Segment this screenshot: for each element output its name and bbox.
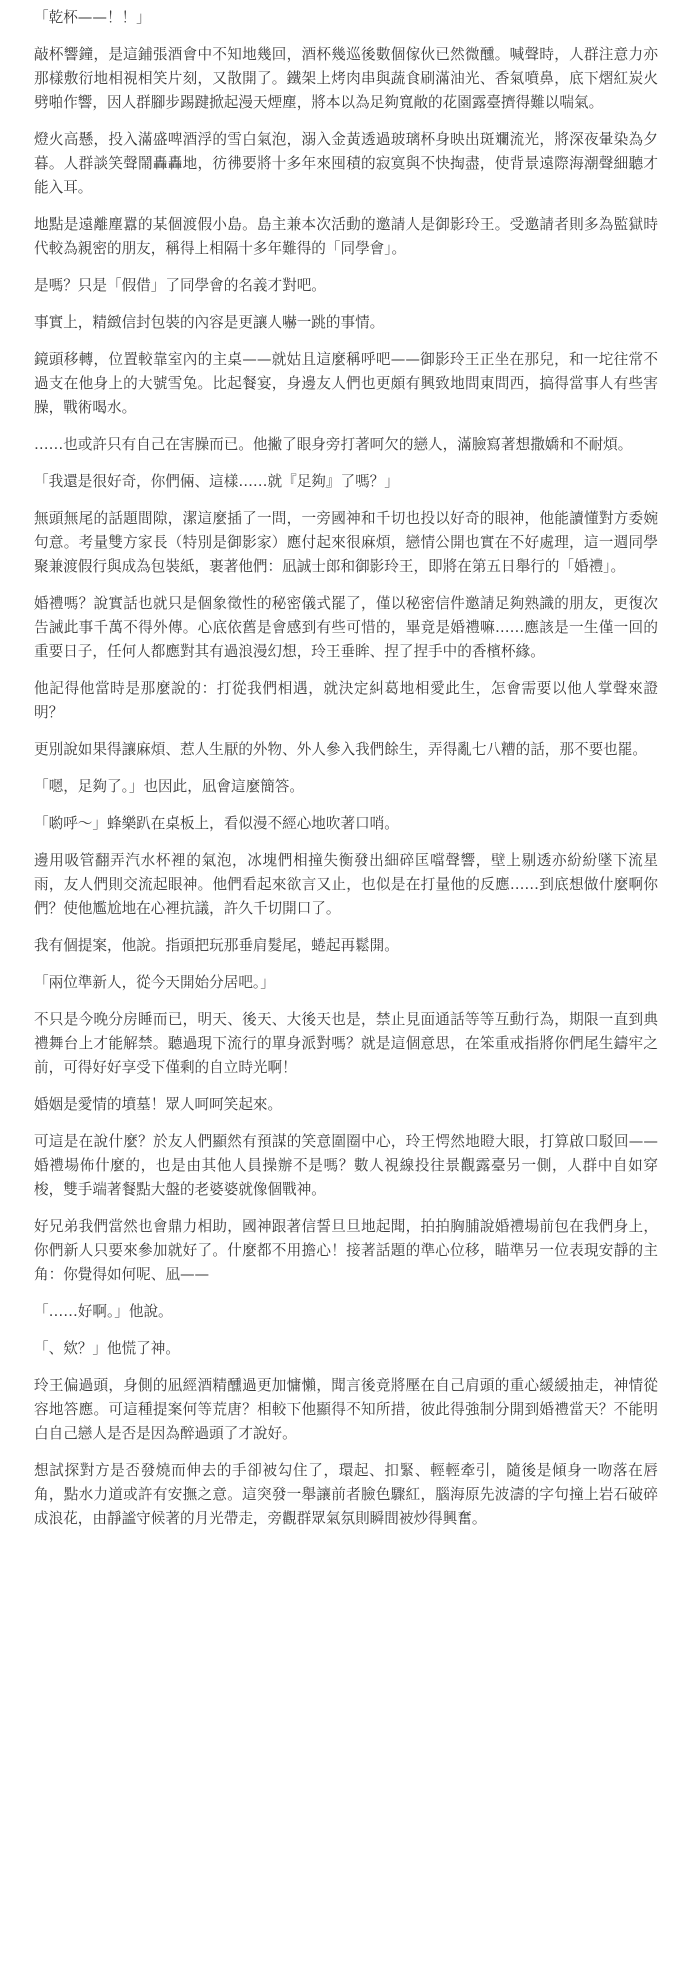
paragraph: 婚禮嗎？說實話也就只是個象徵性的秘密儀式罷了，僅以秘密信件邀請足夠熟識的朋友，更復次告誡此事千萬不得外傳。心底依舊是會感到有些可惜的，畢竟是婚禮嘛……應該是一生僅一回的重要日子，任何人都應對其有過浪漫幻想，玲王垂眸、捏了捏手中的香檳杯緣。 [34, 595, 658, 660]
paragraph: 「……好啊。」他說。 [34, 1303, 173, 1320]
paragraph: 「、欸？」他慌了神。 [34, 1340, 180, 1357]
paragraph: 是嗎？只是「假借」了同學會的名義才對吧。 [34, 277, 326, 294]
paragraph: 婚姻是愛情的墳墓！眾人呵呵笑起來。 [34, 1096, 283, 1113]
paragraph: 可這是在說什麼？於友人們顯然有預謀的笑意圍圈中心，玲王愕然地瞪大眼，打算啟口駁回——婚禮場佈什麼的，也是由其他人員操辦不是嗎？數人視線投往景觀露臺另一側，人群中自如穿梭，雙手端著餐點大盤的老婆婆就像個戰神。 [34, 1133, 658, 1198]
paragraph: 他記得他當時是那麼說的：打從我們相遇，就決定糾葛地相愛此生，怎會需要以他人掌聲來證明？ [34, 680, 658, 721]
paragraph: 燈火高懸，投入滿盛啤酒浮的雪白氣泡，溺入金黃透過玻璃杯身映出斑斕流光，將深夜暈染為夕暮。人群談笑聲鬧轟轟地，彷彿要將十多年來囤積的寂寞與不快掏盡，使背景遠際海潮聲細聽才能入耳。 [34, 131, 658, 196]
paragraph: 地點是遠離塵囂的某個渡假小島。島主兼本次活動的邀請人是御影玲王。受邀請者則多為監獄時代較為親密的朋友，稱得上相隔十多年難得的「同學會」。 [34, 216, 658, 257]
paragraph: 無頭無尾的話題間隙，潔這麼插了一問，一旁國神和千切也投以好奇的眼神，他能讀懂對方委婉句意。考量雙方家長（特別是御影家）應付起來很麻煩，戀情公開也實在不好處理，這一週同學聚兼渡假行與成為包裝紙，裹著他們：凪誠士郎和御影玲王，即將在第五日舉行的「婚禮」。 [34, 510, 658, 575]
paragraph: 「嗯，足夠了。」也因此，凪會這麼簡答。 [34, 778, 304, 795]
paragraph: 「兩位準新人，從今天開始分居吧。」 [34, 974, 275, 991]
paragraph: 敲杯響鐘，是這鋪張酒會中不知地幾回，酒杯幾巡後數個傢伙已然微醺。喊聲時，人群注意力亦那樣敷衍地相視相笑片刻，又散開了。鐵架上烤肉串與蔬食刷滿油光、香氣噴鼻，底下熠紅炭火劈啪作響，因人群腳步踢踺掀起漫天煙塵，將本以為足夠寬敞的花園露臺擠得難以喘氣。 [34, 46, 658, 111]
paragraph: 玲王偏過頭，身側的凪經酒精醺過更加慵懶，聞言後竟將壓在自己肩頭的重心緩緩抽走，神情從容地答應。可這種提案何等荒唐？相較下他顯得不知所措，彼此得強制分開到婚禮當天？不能明白自己戀人是否是因為醉過頭了才說好。 [34, 1377, 658, 1442]
paragraph: 邊用吸管翻弄汽水杯裡的氣泡，冰塊們相撞失衡發出細碎匡噹聲響，壁上剔透亦紛紛墜下流星雨，友人們則交流起眼神。他們看起來欲言又止，也似是在打量他的反應……到底想做什麼啊你們？使他尷尬地在心裡抗議，許久千切開口了。 [34, 852, 658, 917]
paragraph: ……也或許只有自己在害臊而已。他撇了眼身旁打著呵欠的戀人，滿臉寫著想撒嬌和不耐煩。 [34, 436, 633, 453]
paragraph: 「喲呼～」蜂樂趴在桌板上，看似漫不經心地吹著口哨。 [34, 815, 399, 832]
paragraph: 「我還是很好奇，你們倆、這樣……就『足夠』了嗎？」 [34, 473, 399, 490]
paragraph: 「乾杯——！！」 [34, 9, 151, 26]
paragraph: 不只是今晚分房睡而已，明天、後天、大後天也是，禁止見面通話等等互動行為，期限一直到典禮舞台上才能解禁。聽過現下流行的單身派對嗎？就是這個意思，在笨重戒指將你們尾生鑄牢之前，可得好好享受下僅剩的自立時光啊！ [34, 1011, 658, 1076]
paragraph: 鏡頭移轉，位置較靠室內的主桌——就姑且這麼稱呼吧——御影玲王正坐在那兒，和一坨往常不過支在他身上的大號雪兔。比起餐宴，身邊友人們也更頗有興致地問東問西，搞得當事人有些害臊，戰術喝水。 [34, 351, 658, 416]
paragraph: 更別說如果得讓麻煩、惹人生厭的外物、外人參入我們餘生，弄得亂七八糟的話，那不要也罷。 [34, 741, 647, 758]
paragraph: 我有個提案，他說。指頭把玩那垂肩髮尾，蜷起再鬆開。 [34, 937, 399, 954]
paragraph: 想試探對方是否發燒而伸去的手卻被勾住了，環起、扣緊、輕輕牽引，隨後是傾身一吻落在唇角，點水力道或許有安撫之意。這突發一舉讓前者臉色驟紅，腦海原先波濤的字句撞上岩石破碎成浪花，由靜謐守候著的月光帶走，旁觀群眾氣氛則瞬間被炒得興奮。 [34, 1462, 658, 1527]
paragraph: 事實上，精緻信封包裝的內容是更讓人嚇一跳的事情。 [34, 314, 385, 331]
paragraph: 好兄弟我們當然也會鼎力相助，國神跟著信誓旦旦地起聞，拍拍胸脯說婚禮場前包在我們身上，你們新人只要來參加就好了。什麼都不用擔心！接著話題的準心位移，瞄準另一位表現安靜的主角：你覺得如何呢、凪—— [34, 1218, 658, 1283]
